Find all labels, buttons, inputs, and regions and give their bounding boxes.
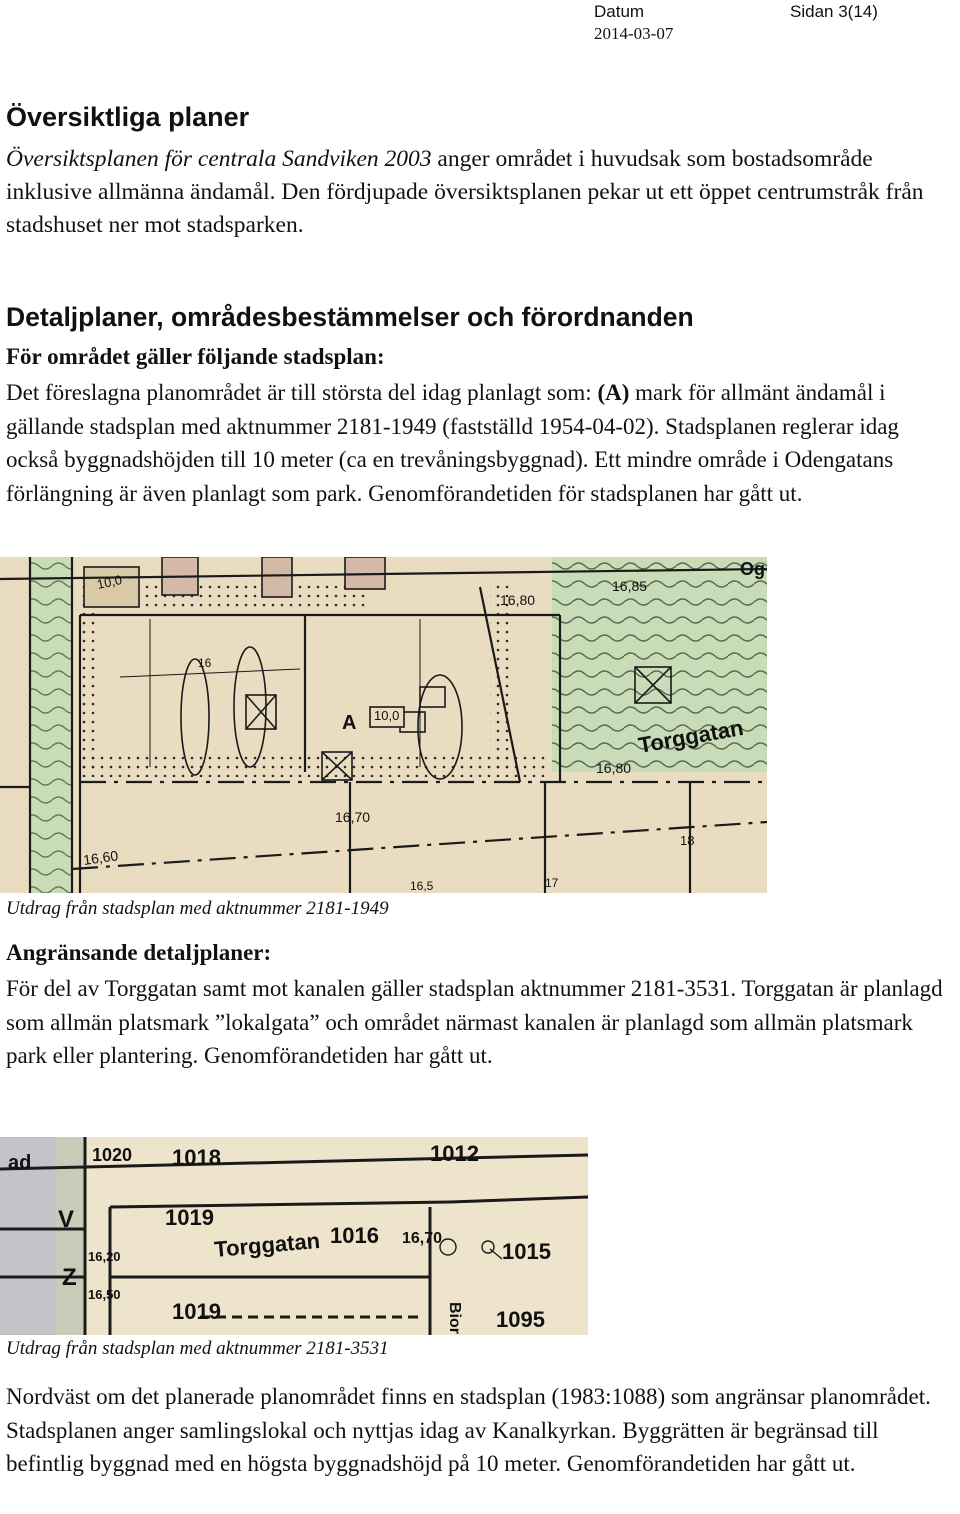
map-stadsplan-2181-3531 (0, 1137, 588, 1335)
map-label: 1095 (496, 1307, 545, 1332)
map-stadsplan-2181-1949 (0, 557, 767, 893)
plan-name-italic: Översiktsplanen för centrala Sandviken 2003 (6, 146, 432, 172)
map-label: Og (740, 559, 765, 579)
page-number: Sidan 3(14) (790, 2, 878, 21)
map-drawing (0, 557, 767, 893)
map-label: 16,80 (596, 760, 632, 776)
map-label: 16,80 (500, 592, 536, 608)
map-label: 1018 (172, 1145, 221, 1170)
map-label: 16,85 (612, 578, 648, 594)
map-label: 16,20 (88, 1249, 121, 1264)
caption-map-2181-1949: Utdrag från stadsplan med aktnummer 2181-1949 (6, 898, 389, 919)
map-label: 1012 (430, 1141, 479, 1166)
map-label: 16,60 (82, 847, 120, 868)
paragraph-text: anger området i huvudsak som bostadsområde inklusive allmänna ändamål. Den fördjupade översiktsplanen pekar ut ett öppet centrumstråk från stadshuset ner mot stadsparken. (6, 146, 924, 238)
paragraph-detaljplaner (6, 376, 956, 510)
document-date: 2014-03-07 (594, 24, 674, 43)
map-label: 18 (680, 833, 695, 848)
map-label: 16,5 (410, 879, 434, 893)
paragraph-angransande: För del av Torggatan samt mot kanalen gäller stadsplan aktnummer 2181-3531. Torggatan är planlagd som allmän platsmark ”lokalgata” och området närmast kanalen är planlagd som allmän platsmark park eller plantering. Genomförandetiden har gått ut. (6, 976, 943, 1068)
map-label: 16,70 (402, 1230, 443, 1247)
subheading-stadsplan: För området gäller följande stadsplan: (6, 344, 385, 369)
date-label: Datum (594, 2, 645, 21)
zone-code-a: (A) (597, 380, 630, 405)
map-label: 16,70 (335, 809, 371, 825)
map-label: V (58, 1206, 75, 1233)
map-label: 16 (198, 656, 212, 670)
caption-map-2181-3531: Utdrag från stadsplan med aktnummer 2181-3531 (6, 1338, 389, 1359)
paragraph-oversiktliga-planer (6, 143, 956, 242)
map-label: 1019 (165, 1205, 214, 1230)
map-label: Torggatan (213, 1227, 321, 1262)
map-label: ad (8, 1152, 32, 1174)
map-label: 10,0 (95, 571, 124, 592)
map-drawing (0, 1137, 588, 1335)
paragraph-nordvast: Nordväst om det planerade planområdet finns en stadsplan (1983:1088) som angränsar planområdet. Stadsplanen anger samlingslokal och nyttjas idag av Kanalkyrkan. Byggrätten är begränsad till befintlig byggnad med en högsta byggnadshöjd på 10 meter. Genomförandetiden har gått ut. (6, 1384, 931, 1476)
map-label: A (342, 712, 357, 734)
map-label: Bior (446, 1302, 463, 1334)
map-label: 1015 (502, 1239, 551, 1264)
heading-angransande-detaljplaner: Angränsande detaljplaner: (6, 940, 272, 965)
map-label: 17 (545, 876, 559, 890)
paragraph-text: Det föreslagna planområdet är till största del idag planlagt som: (6, 380, 598, 405)
map-label: 1020 (92, 1145, 133, 1165)
map-label: 1016 (330, 1223, 379, 1248)
map-label: Torggatan (636, 714, 746, 758)
paragraph-text: mark för allmänt ändamål i gällande stadsplan med aktnummer 2181-1949 (fastställd 1954-04-02). Stadsplanen reglerar idag också byggnadshöjden till 10 meter (ca en trevåningsbyggnad). Ett mindre område i Odengatans förlängning är även planlagt som park. Genomförandetiden för stadsplanen har gått ut. (6, 380, 899, 506)
map-label: 10,0 (374, 708, 400, 723)
map-label: Z (62, 1264, 77, 1291)
map-label: 16,50 (88, 1287, 121, 1302)
heading-oversiktliga-planer: Översiktliga planer (6, 102, 250, 132)
map-label: 1019 (172, 1299, 221, 1324)
heading-detaljplaner: Detaljplaner, områdesbestämmelser och förordnanden (6, 302, 694, 332)
